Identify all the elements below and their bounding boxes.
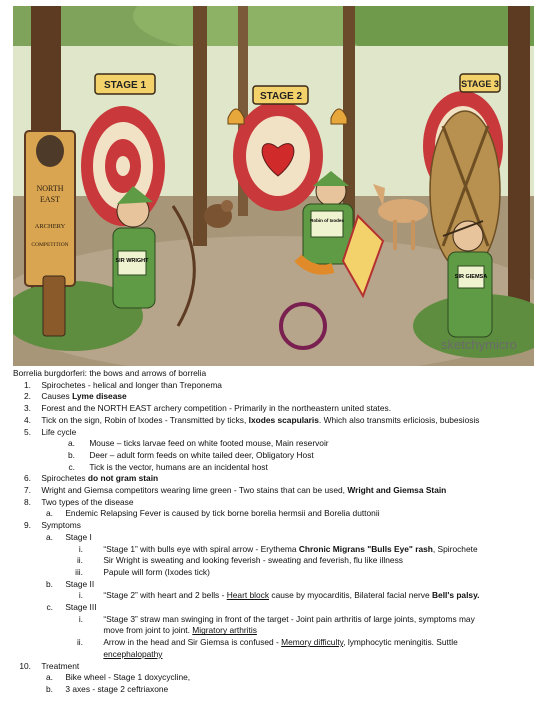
lifecycle-item-c: c. Tick is the vector, humans are an incidental host bbox=[68, 461, 268, 472]
quiver bbox=[43, 276, 65, 336]
list-item-4: 4. Tick on the sign, Robin of Ixodes - Transmitted by ticks, Ixodes scapularis. Which also transmits erliciosis, bubesiosis bbox=[24, 414, 480, 425]
stage2-sign bbox=[253, 86, 308, 104]
list-item-9: 9. Symptoms bbox=[24, 520, 81, 531]
svg-text:SIR WRIGHT: SIR WRIGHT bbox=[115, 258, 149, 264]
competition-sign bbox=[25, 116, 75, 286]
stage1-heading: a. Stage I bbox=[46, 531, 92, 542]
list-item-6: 6. Spirochetes do not gram stain bbox=[24, 473, 159, 484]
stage3-sign bbox=[460, 74, 500, 92]
illustration bbox=[13, 6, 534, 366]
tick-icon bbox=[36, 135, 64, 167]
stage3-item-ii-cont: encephalopathy bbox=[103, 648, 163, 659]
stage1-item-i: i. “Stage 1” with bulls eye with spiral arrow - Erythema Chronic Migrans "Bulls Eye" rash, Spirochete bbox=[78, 543, 478, 554]
list-item-7: 7. Wright and Giemsa competitors wearing lime green - Two stains that can be used, Wright and Giemsa Stain bbox=[24, 485, 447, 496]
stage2-item-i: i. “Stage 2” with heart and 2 bells - Heart block cause by myocarditis, Bilateral facial nerve Bell's palsy. bbox=[78, 590, 480, 601]
stage2-heading: b. Stage II bbox=[46, 578, 95, 589]
treatment-item-a: a. Bike wheel - Stage 1 doxycycline, bbox=[46, 672, 191, 683]
disease-type-a: a. Endemic Relapsing Fever is caused by tick borne borelia hermsii and Borelia duttonii bbox=[46, 508, 380, 519]
stage2-target bbox=[233, 101, 323, 211]
stage1-item-ii: ii. Sir Wright is sweating and looking feverish - sweating and feverish, flu like illness bbox=[76, 555, 403, 566]
svg-text:ARCHERY: ARCHERY bbox=[34, 223, 66, 230]
svg-text:EAST: EAST bbox=[40, 195, 60, 204]
lifecycle-item-a: a. Mouse – ticks larvae feed on white footed mouse, Main reservoir bbox=[68, 438, 329, 449]
stage2-label: STAGE 2 bbox=[259, 91, 303, 102]
list-item-3: 3. Forest and the NORTH EAST archery competition - Primarily in the northeastern united states. bbox=[24, 403, 392, 414]
archery-scene bbox=[13, 6, 534, 366]
notes-title: Borrelia burgdorferi: the bows and arrows of borrelia bbox=[13, 368, 207, 378]
list-item-5: 5. Life cycle bbox=[24, 426, 77, 437]
svg-text:Robin of Ixodes: Robin of Ixodes bbox=[310, 218, 344, 223]
svg-text:COMPETITION: COMPETITION bbox=[31, 242, 69, 248]
svg-text:SIR GIEMSA: SIR GIEMSA bbox=[454, 274, 488, 280]
list-item-10: 10. Treatment bbox=[19, 660, 80, 671]
stage3-heading: c. Stage III bbox=[46, 602, 97, 613]
stage3-item-i: i. “Stage 3” straw man swinging in front of the target - Joint pain arthritis of large joints, symptoms may bbox=[78, 613, 475, 624]
stage3-item-i-cont: move from joint to joint. Migratory arthritis bbox=[103, 625, 257, 636]
treatment-item-b: b. 3 axes - stage 2 ceftriaxone bbox=[46, 683, 169, 694]
stage3-label: STAGE 3 bbox=[461, 79, 499, 89]
svg-text:NORTH: NORTH bbox=[36, 184, 64, 193]
lifecycle-item-b: b. Deer – adult form feeds on white tailed deer, Obligatory Host bbox=[68, 449, 314, 460]
stage1-item-iii: iii. Papule will form (Ixodes tick) bbox=[75, 566, 210, 577]
notes-section bbox=[13, 368, 541, 696]
stage1-label: STAGE 1 bbox=[103, 80, 147, 91]
list-item-8: 8. Two types of the disease bbox=[24, 496, 134, 507]
stage1-sign bbox=[95, 74, 155, 94]
svg-text:sketchymicro: sketchymicro bbox=[441, 337, 517, 352]
list-item-2: 2. Causes Lyme disease bbox=[24, 391, 127, 402]
watermark bbox=[441, 337, 517, 352]
list-item-1: 1. Spirochetes - helical and longer than Treponema bbox=[24, 379, 222, 390]
stage3-item-ii: ii. Arrow in the head and Sir Giemsa is confused - Memory difficulty, lymphocytic meningitis. Suttle bbox=[76, 637, 458, 648]
